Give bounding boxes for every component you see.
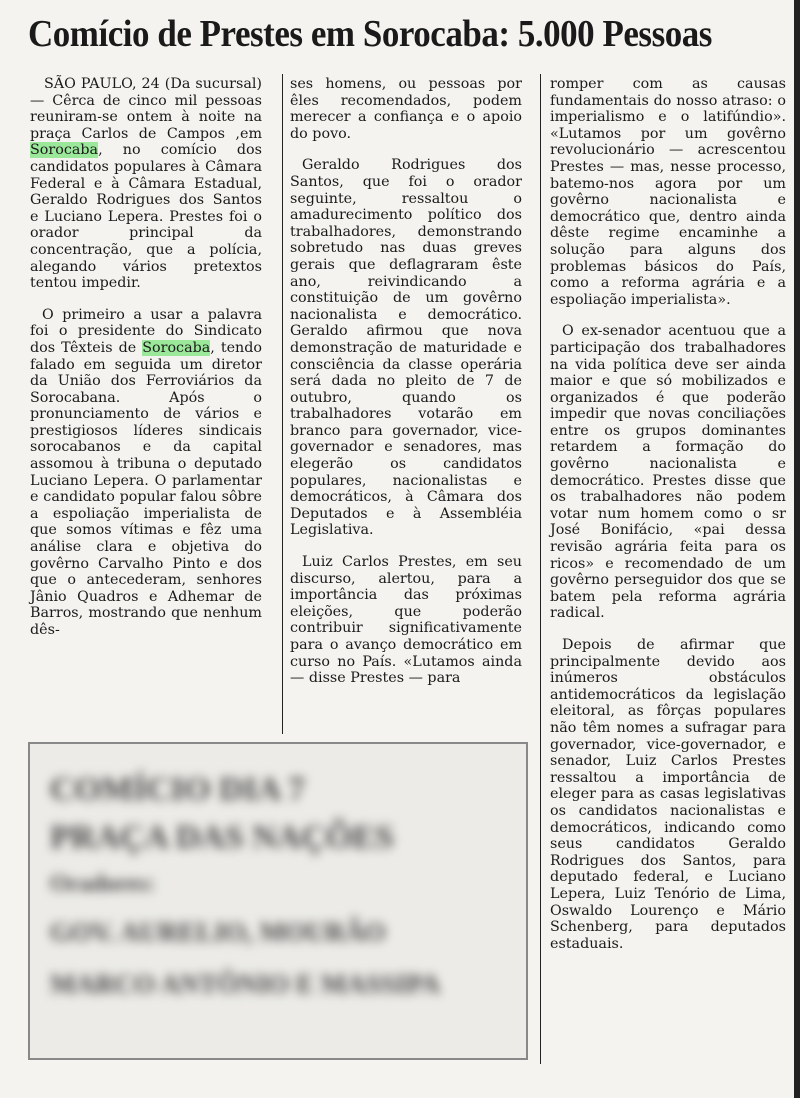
blurred-announcement-box (28, 742, 528, 1060)
box-line-3: Oradores: (50, 871, 155, 897)
box-line-2: PRAÇA DAS NAÇÕES (50, 819, 394, 856)
paragraph-5: Luiz Carlos Prestes, em seu discurso, alertou, para a importância das próximas eleições, que poderão contribuir significativamente para o avanço democrático em curso no País. «Lutamos ainda — disse Prestes — para (290, 554, 522, 687)
box-line-5: MARCO ANTÔNIO E MASSIPA (50, 969, 441, 999)
text-segment: SÃO PAULO, 24 (Da sucursal) — Cêrca de cinco mil pessoas reuniram-se ontem à noite na praça Carlos de Campos ,em (30, 76, 262, 142)
paragraph-6: romper com as causas fundamentais do nosso atraso: o imperialismo e o latifúndio». «Lutamos por um govêrno revolucionário — acrescentou Prestes — mas, nesse processo, batemo-nos agora por um govêrno nacionalista e democrático que, dentro ainda dêste regime encaminhe a solução para alguns dos problemas básicos do País, como a reforma agrária e a espoliação imperialista». (550, 76, 786, 308)
paragraph-8: Depois de afirmar que principalmente devido aos inúmeros obstáculos antidemocráticos da legislação eleitoral, as fôrças populares não têm nomes a sufragar para governador, vice-governador, e senador, Luiz Carlos Prestes ressaltou a importância de eleger para as casas legislativas os candidatos nacionalistas e democráticos, indicando como seus candidatos Geraldo Rodrigues dos Santos, para deputado federal, e Luciano Lepera, Luiz Tenório de Lima, Oswaldo Lourenço e Mário Schenberg, para deputados estaduais. (550, 637, 786, 952)
paragraph-2 (30, 307, 262, 639)
column-rule-1 (282, 74, 283, 734)
highlighted-word: Sorocaba (142, 339, 211, 356)
box-line-4: GOV. AURELIO, MOURÃO (50, 917, 386, 947)
text-segment: , no comício dos candidatos populares à Câmara Federal e à Câmara Estadual, Geraldo Rodrigues dos Santos e Luciano Lepera. Prestes foi o orador principal da concentração, que a polícia, alegando vários pretextos tentou impedir. (30, 142, 262, 292)
box-line-1: COMÍCIO DIA 7 (50, 771, 306, 808)
headline: Comício de Prestes em Sorocaba: 5.000 Pessoas (28, 13, 712, 55)
paragraph-1 (30, 76, 262, 292)
highlighted-word: Sorocaba (30, 142, 99, 159)
column-1 (30, 76, 262, 654)
column-3 (550, 76, 786, 967)
page-edge-border (794, 0, 800, 1098)
paragraph-3: ses homens, ou pessoas por êles recomendados, podem merecer a confiança e o apoio do povo. (290, 76, 522, 142)
paragraph-4: Geraldo Rodrigues dos Santos, que foi o orador seguinte, ressaltou o amadurecimento político dos trabalhadores, demonstrando sobretudo nas duas greves gerais que deflagraram êste ano, reivindicando a constituição de um govêrno nacionalista e democrático. Geraldo afirmou que nova demonstração de maturidade e consciência da classe operária será dada no pleito de 7 de outubro, quando os trabalhadores votarão em branco para governador, vice-governador e senadores, mas elegerão os candidatos populares, nacionalistas e democráticos, à Câmara dos Deputados e à Assembléia Legislativa. (290, 157, 522, 539)
text-segment: , tendo falado em seguida um diretor da União dos Ferroviários da Sorocabana. Após o pronunciamento de vários e prestigiosos líderes sindicais sorocabanos e da capital assomou à tribuna o deputado Luciano Lepera. O parlamentar e candidato popular falou sôbre a espoliação imperialista de que somos vítimas e fêz uma análise clara e objetiva do govêrno Carvalho Pinto e dos que o antecederam, senhores Jânio Quadros e Adhemar de Barros, mostrando que nenhum dês- (30, 339, 263, 638)
text-segment: O primeiro a usar a palavra foi o presidente do Sindicato dos Têxteis de (30, 306, 262, 356)
paragraph-7: O ex-senador acentuou que a participação dos trabalhadores na vida política deve ser ainda maior e que só mobilizados e organizados é que poderão impedir que novas conciliações entre os grupos dominantes retardem a formação do govêrno nacionalista e democrático. Prestes disse que os trabalhadores não podem votar num homem como o sr José Bonifácio, «pai dessa revisão agrária feita para os ricos» e recomendado de um govêrno perseguidor dos que se batem pela reforma agrária radical. (550, 323, 786, 622)
column-rule-2 (540, 74, 541, 1064)
column-2 (290, 76, 522, 702)
